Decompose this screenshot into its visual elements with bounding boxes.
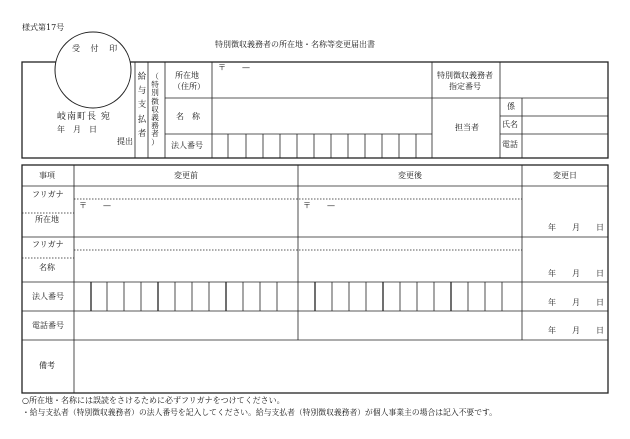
col-header-date: 変更日	[553, 171, 577, 180]
row-label-furigana-address: フリガナ	[32, 190, 64, 199]
obligor-vertical-label: （ 特 別 徴 収 義 務 者 ）	[151, 72, 159, 147]
submitted-label: 提出	[117, 137, 133, 146]
change-date-address: 年 月 日	[548, 223, 604, 232]
addressee: 岐南町長 宛	[57, 112, 111, 122]
row-label-name: 名称	[39, 263, 55, 272]
col-header-after: 変更後	[398, 171, 422, 180]
kakari-label: 係	[507, 102, 515, 111]
contact-person-label: 担当者	[455, 123, 479, 132]
form-number: 様式第17号	[22, 23, 65, 32]
row-label-furigana-name: フリガナ	[32, 240, 64, 249]
row-label-corp-number: 法人番号	[32, 292, 64, 301]
reception-stamp-label: 受 付 印	[72, 44, 122, 53]
change-date-name: 年 月 日	[548, 269, 604, 278]
row-label-phone: 電話番号	[32, 321, 64, 330]
obligor-number-label: 特別徴収義務者	[437, 71, 493, 80]
change-date-corp-number: 年 月 日	[548, 298, 604, 307]
row-label-remarks: 備考	[39, 361, 55, 370]
address-label-sub: （住所）	[173, 82, 205, 91]
row-label-address: 所在地	[35, 215, 59, 224]
note-furigana: ○所在地・名称には誤読をさけるために必ずフリガナをつけてください。	[22, 396, 285, 405]
form-title: 特別徴収義務者の所在地・名称等変更届出書	[215, 40, 375, 49]
obligor-number-label-sub: 指定番号	[449, 82, 481, 91]
name-label: 名 称	[176, 112, 200, 121]
address-label: 所在地	[175, 71, 199, 80]
col-header-before: 変更前	[174, 171, 198, 180]
col-header-item: 事項	[39, 171, 55, 180]
payer-vertical-label: 給 与 支 払 者	[137, 72, 147, 139]
corp-number-label: 法人番号	[171, 141, 203, 150]
postal-after: 〒 —	[303, 201, 335, 210]
submission-date: 年 月 日	[57, 125, 97, 134]
change-date-phone: 年 月 日	[548, 326, 604, 335]
person-name-label: 氏名	[502, 120, 518, 129]
postal-before: 〒 —	[79, 201, 111, 210]
note-corp-number: ・給与支払者（特別徴収義務者）の法人番号を記入してください。給与支払者（特別徴収義務者）が個人事業主の場合は記入不要です。	[22, 408, 497, 417]
phone-label: 電話	[502, 140, 518, 149]
address-postal-mark: 〒 —	[218, 63, 250, 72]
